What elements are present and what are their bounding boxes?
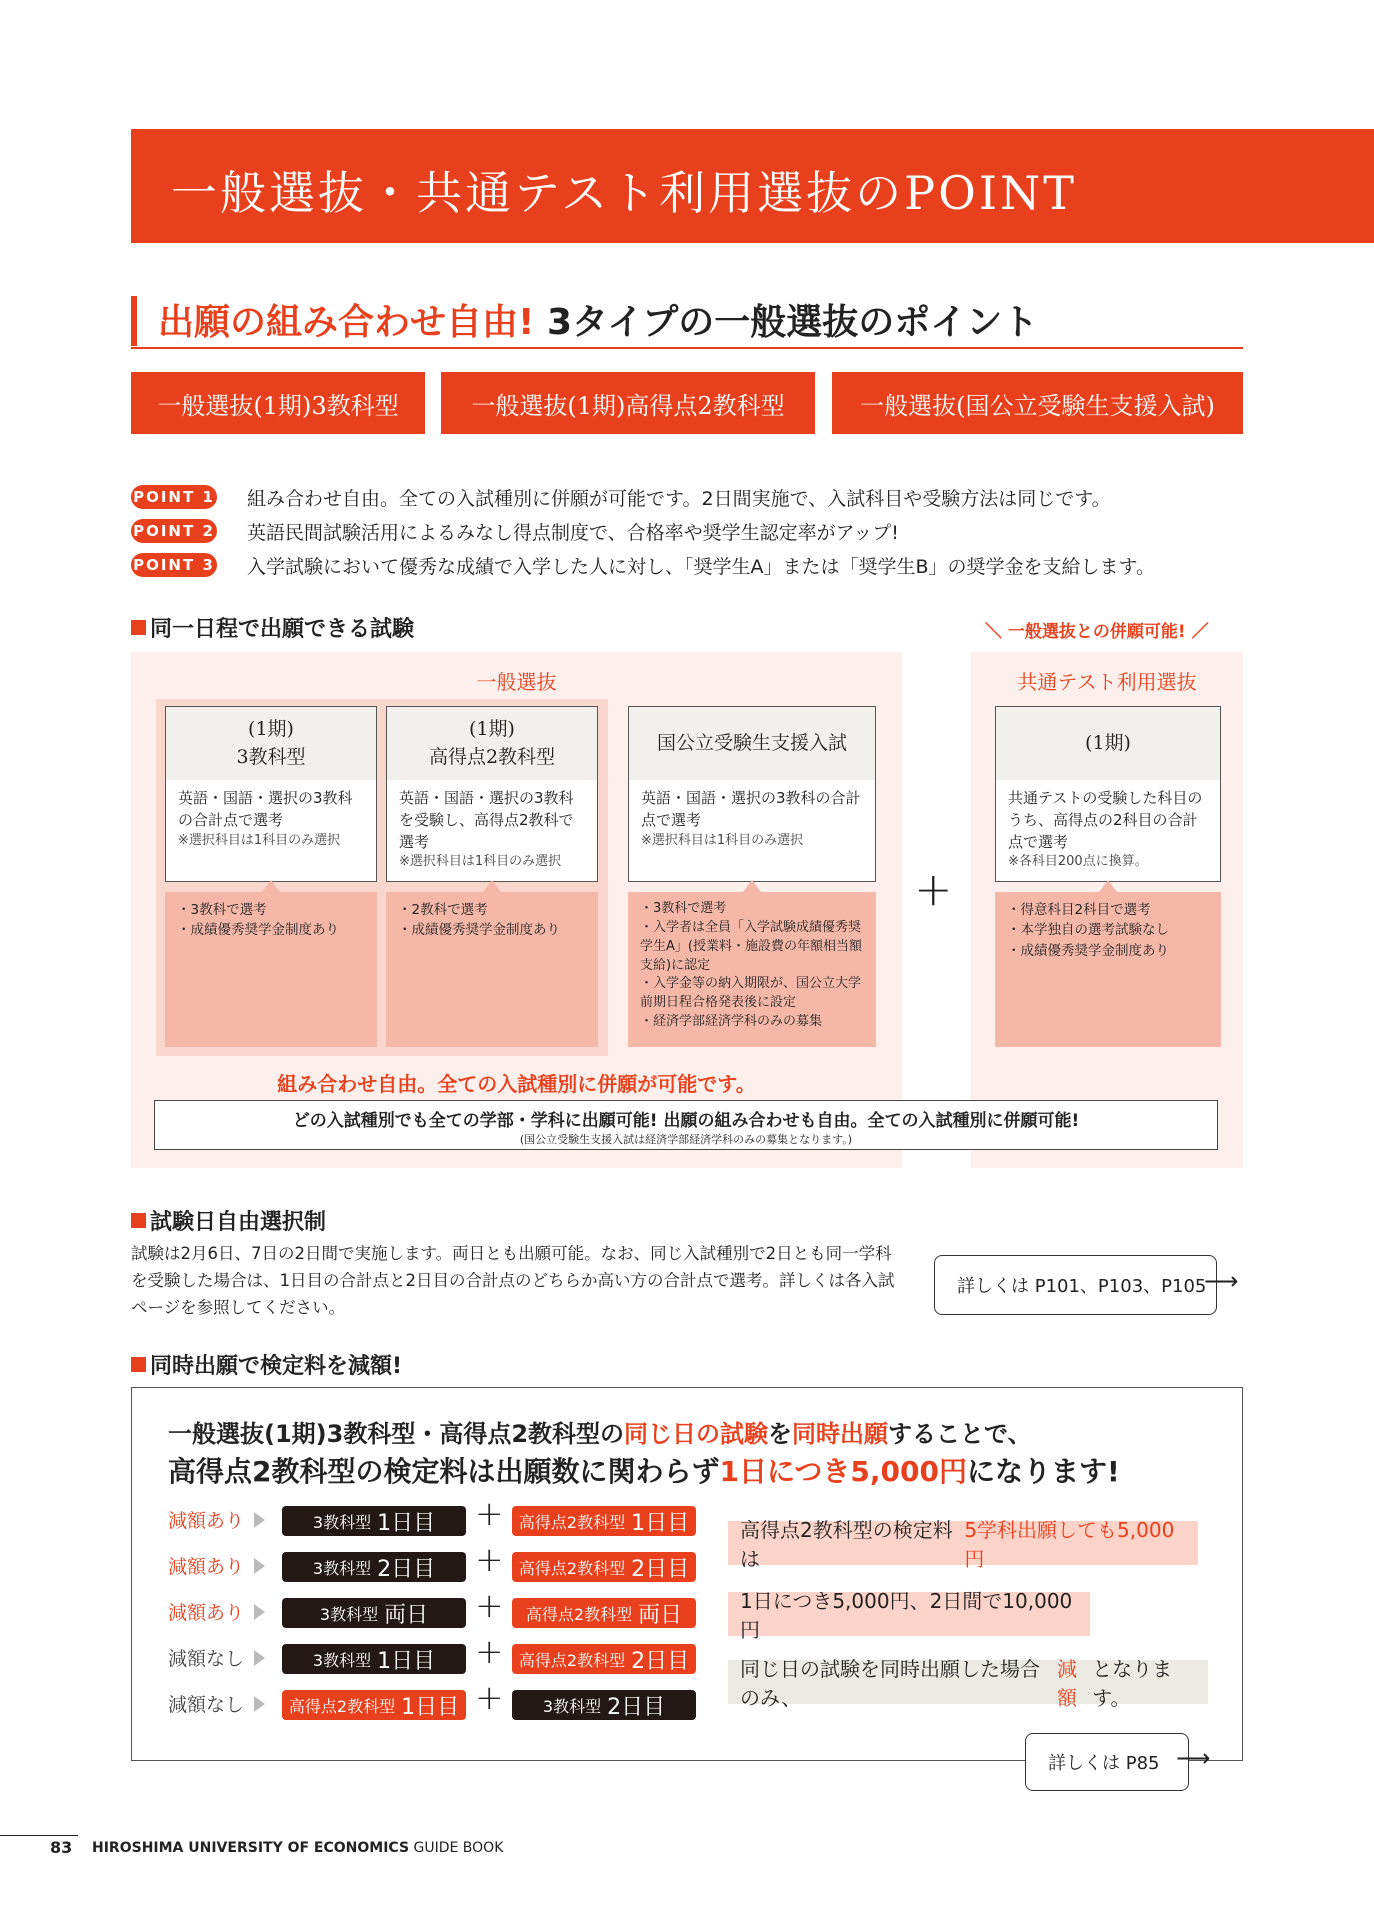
discount-line-2: 高得点2教科型の検定料は出願数に関わらず1日につき5,000円になります!	[168, 1455, 1120, 1488]
section-title-red: 出願の組み合わせ自由!	[158, 302, 535, 343]
discount-heading: 同時出願で検定料を減額!	[131, 1349, 402, 1380]
discount-link[interactable]: 詳しくは P85	[1025, 1733, 1189, 1791]
plus-sign: +	[914, 862, 953, 916]
page-title: 一般選抜・共通テスト利用選抜のPOINT	[171, 166, 1077, 220]
row1-plus: +	[475, 1494, 504, 1534]
general-label: 一般選抜	[476, 670, 557, 694]
point-badge-3: POINT 3	[131, 553, 217, 577]
row4-left-pill: 3教科型 1日目	[282, 1644, 466, 1674]
row5-plus: +	[475, 1678, 504, 1718]
row2-plus: +	[475, 1540, 504, 1580]
section-underline	[131, 347, 1243, 349]
row4-right-pill: 高得点2教科型 2日目	[512, 1644, 696, 1674]
row5-right-pill: 3教科型 2日目	[512, 1690, 696, 1720]
row-label-2: 減額あり	[168, 1552, 265, 1579]
common-label: 共通テスト利用選抜	[1017, 670, 1197, 694]
exam-desc-4: 共通テストの受験した科目のうち、高得点の2科目の合計点で選考 ※各科目200点に換算。	[995, 780, 1221, 882]
exam-day-text: 試験は2月6日、7日の2日間で実施します。両日とも出願可能。なお、同じ入試種別で2日とも同一学科を受験した場合は、1日目の合計点と2日目の合計点のどちらか高い方の合計点で選考。詳しくは各入試ページを参照してください。	[131, 1244, 895, 1318]
exam-desc-2: 英語・国語・選択の3教科を受験し、高得点2教科で選考 ※選択科目は1科目のみ選択	[386, 780, 598, 882]
combined-callout: ＼ 一般選抜との併願可能! ／	[985, 622, 1209, 642]
pointer-4	[1099, 880, 1117, 892]
exam-notes-4: ・得意科目2科目で選考 ・本学独自の選考試験なし ・成績優秀奨学金制度あり	[995, 892, 1221, 1047]
pointer-3	[743, 880, 761, 892]
row5-left-pill: 高得点2教科型 1日目	[282, 1690, 466, 1720]
pointer-2	[483, 880, 501, 892]
callout-per-day: 1日につき5,000円、2日間で10,000円	[728, 1592, 1090, 1636]
row1-right-pill: 高得点2教科型 1日目	[512, 1506, 696, 1536]
exam-head-4: (1期)	[995, 706, 1221, 782]
row3-plus: +	[475, 1586, 504, 1626]
exam-head-3: 国公立受験生支援入試	[628, 706, 876, 782]
callout-5-departments: 高得点2教科型の検定料は 5学科出願しても5,000円	[728, 1521, 1198, 1565]
section-title	[158, 294, 1038, 345]
row3-left-pill: 3教科型 両日	[282, 1598, 466, 1628]
row-label-4: 減額なし	[168, 1644, 265, 1671]
section-title-black: 3タイプの一般選抜のポイント	[546, 302, 1039, 343]
type-3subject: 一般選抜(1期)3教科型	[131, 372, 425, 434]
exam-notes-2: ・2教科で選考 ・成績優秀奨学金制度あり	[386, 892, 598, 1047]
exam-day-link[interactable]: 詳しくは P101、P103、P105	[934, 1255, 1217, 1315]
free-combo-text: 組み合わせ自由。全ての入試種別に併願が可能です。	[277, 1072, 756, 1096]
exam-notes-3: ・3教科で選考 ・入学者は全員「入学試験成績優秀奨学生A」(授業料・施設費の年額相当額支給)に認定 ・入学金等の納入期限が、国公立大学前期日程合格発表後に設定 ・経済学部経済学科のみの募集	[628, 892, 876, 1047]
all-faculties-box: どの入試種別でも全ての学部・学科に出願可能! 出願の組み合わせも自由。全ての入試種別に併願可能! (国公立受験生支援入試は経済学部経済学科のみの募集となります。)	[154, 1100, 1218, 1150]
footer-brand: HIROSHIMA UNIVERSITY OF ECONOMICS GUIDE BOOK	[92, 1840, 504, 1856]
type-high-score-2subject: 一般選抜(1期)高得点2教科型	[441, 372, 815, 434]
row-label-1: 減額あり	[168, 1506, 265, 1533]
exam-desc-1: 英語・国語・選択の3教科の合計点で選考 ※選択科目は1科目のみ選択	[165, 780, 377, 882]
row1-left-pill: 3教科型 1日目	[282, 1506, 466, 1536]
point-badge-1: POINT 1	[131, 485, 217, 509]
point-text-1: 組み合わせ自由。全ての入試種別に併願が可能です。2日間実施で、入試科目や受験方法は同じです。	[247, 488, 1111, 510]
type-national-support: 一般選抜(国公立受験生支援入試)	[832, 372, 1243, 434]
point-text-3: 入学試験において優秀な成績で入学した人に対し、「奨学生A」または「奨学生B」の奨学金を支給します。	[247, 556, 1156, 578]
page-number: 83	[50, 1838, 73, 1857]
row3-right-pill: 高得点2教科型 両日	[512, 1598, 696, 1628]
exam-head-2: (1期) 高得点2教科型	[386, 706, 598, 782]
discount-line-1: 一般選抜(1期)3教科型・高得点2教科型の同じ日の試験を同時出願することで、	[168, 1420, 1032, 1448]
pointer-1	[262, 880, 280, 892]
exam-notes-1: ・3教科で選考 ・成績優秀奨学金制度あり	[165, 892, 377, 1047]
footer-rule	[0, 1835, 78, 1836]
exam-day-heading: 試験日自由選択制	[131, 1205, 326, 1236]
exam-day-arrow-icon: ⟶	[1204, 1267, 1239, 1295]
row4-plus: +	[475, 1632, 504, 1672]
same-day-heading: 同一日程で出願できる試験	[131, 612, 414, 643]
exam-desc-3: 英語・国語・選択の3教科の合計点で選考 ※選択科目は1科目のみ選択	[628, 780, 876, 882]
row2-right-pill: 高得点2教科型 2日目	[512, 1552, 696, 1582]
point-text-2: 英語民間試験活用によるみなし得点制度で、合格率や奨学生認定率がアップ!	[247, 522, 899, 544]
discount-arrow-icon: ⟶	[1176, 1744, 1211, 1772]
row-label-3: 減額あり	[168, 1598, 265, 1625]
callout-same-day-only: 同じ日の試験を同時出願した場合のみ、 減額 となります。	[728, 1660, 1208, 1704]
row2-left-pill: 3教科型 2日目	[282, 1552, 466, 1582]
row-label-5: 減額なし	[168, 1690, 265, 1717]
point-badge-2: POINT 2	[131, 519, 217, 543]
exam-head-1: (1期) 3教科型	[165, 706, 377, 782]
section-accent-bar	[131, 296, 137, 346]
page-header	[131, 129, 1374, 243]
